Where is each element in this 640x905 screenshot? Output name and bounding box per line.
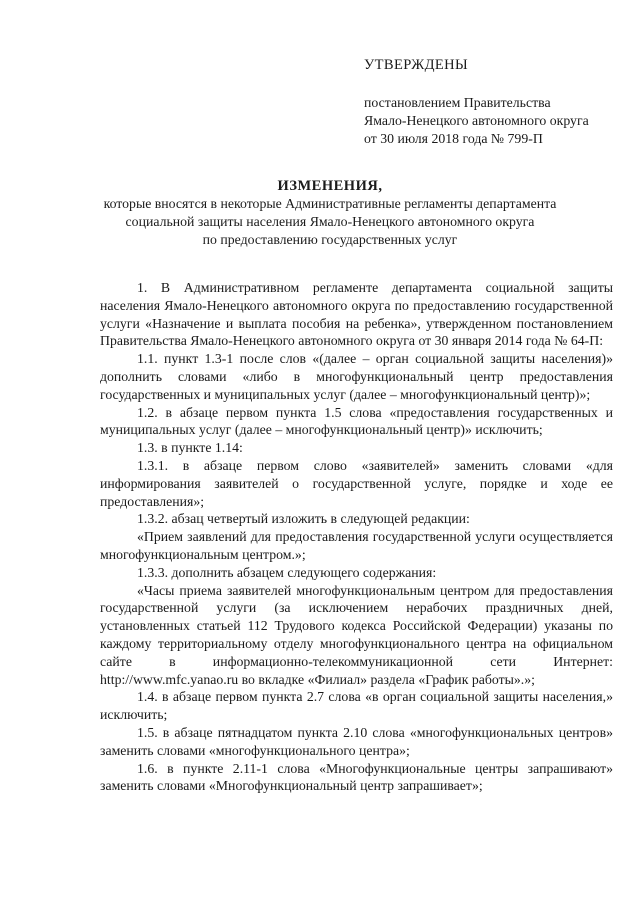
document-body <box>100 279 613 795</box>
paragraph-1-2: 1.2. в абзаце первом пункта 1.5 слова «предоставления государственных и муниципальных услуг (далее – многофункциональный центр)» исключить; <box>100 404 613 438</box>
approval-line: от 30 июля 2018 года № 799-П <box>364 131 543 146</box>
paragraph-1-6: 1.6. в пункте 2.11-1 слова «Многофункциональные центры запрашивают» заменить словами «Многофункциональный центр запрашивает»; <box>100 760 613 794</box>
subtitle-line: по предоставлению государственных услуг <box>202 232 458 247</box>
document-title: ИЗМЕНЕНИЯ, <box>277 178 383 194</box>
title-block <box>60 177 600 249</box>
approval-block <box>364 56 614 148</box>
paragraph-1-3-2: 1.3.2. абзац четвертый изложить в следующей редакции: <box>137 511 470 527</box>
paragraph-1-3-1: 1.3.1. в абзаце первом слово «заявителей» заменить словами «для информирования заявителей о государственной услуге, порядке и ходе ее предоставления»; <box>100 457 613 509</box>
paragraph-1-5: 1.5. в абзаце пятнадцатом пункта 2.10 слова «многофункциональных центров» заменить словами «многофункционального центра»; <box>100 724 613 758</box>
paragraph-1-1: 1.1. пункт 1.3-1 после слов «(далее – орган социальной защиты населения)» дополнить словами «либо в многофункциональный центр предоставления государственных и муниципальных услуг (далее – многофункциональный центр)»; <box>100 351 613 402</box>
approval-line: постановлением Правительства <box>364 95 551 110</box>
approval-line: Ямало-Ненецкого автономного округа <box>364 113 589 128</box>
paragraph-1-3: 1.3. в пункте 1.14: <box>137 440 243 456</box>
paragraph-1-4: 1.4. в абзаце первом пункта 2.7 слова «в орган социальной защиты населения,» исключить; <box>100 689 613 723</box>
approval-heading: УТВЕРЖДЕНЫ <box>364 57 469 73</box>
paragraph-1-3-3: 1.3.3. дополнить абзацем следующего содержания: <box>137 564 437 580</box>
paragraph-quote-2: «Часы приема заявителей многофункциональным центром для предоставления государственной услуги (за исключением нерабочих праздничных дней, установленных статьей 112 Трудового кодекса Российской Федерации) указаны по каждому территориальному отделу многофункционального центра на официальном сайте в информационно-телекоммуникационной сети Интернет: http://www.mfc.yanao.ru во вкладке «Филиал» раздела «График работы».»; <box>100 582 613 687</box>
paragraph-quote-1: «Прием заявлений для предоставления государственной услуги осуществляется многофункциональным центром.»; <box>100 529 613 562</box>
subtitle-line: социальной защиты населения Ямало-Ненецкого автономного округа <box>125 214 535 229</box>
subtitle-line: которые вносятся в некоторые Административные регламенты департамента <box>103 196 557 211</box>
paragraph-1: 1. В Административном регламенте департамента социальной защиты населения Ямало-Ненецкого автономного округа по предоставлению государственной услуги «Назначение и выплата пособия на ребенка», утвержденном постановлением Правительства Ямало-Ненецкого автономного округа от 30 января 2014 года № 64-П: <box>100 280 613 349</box>
